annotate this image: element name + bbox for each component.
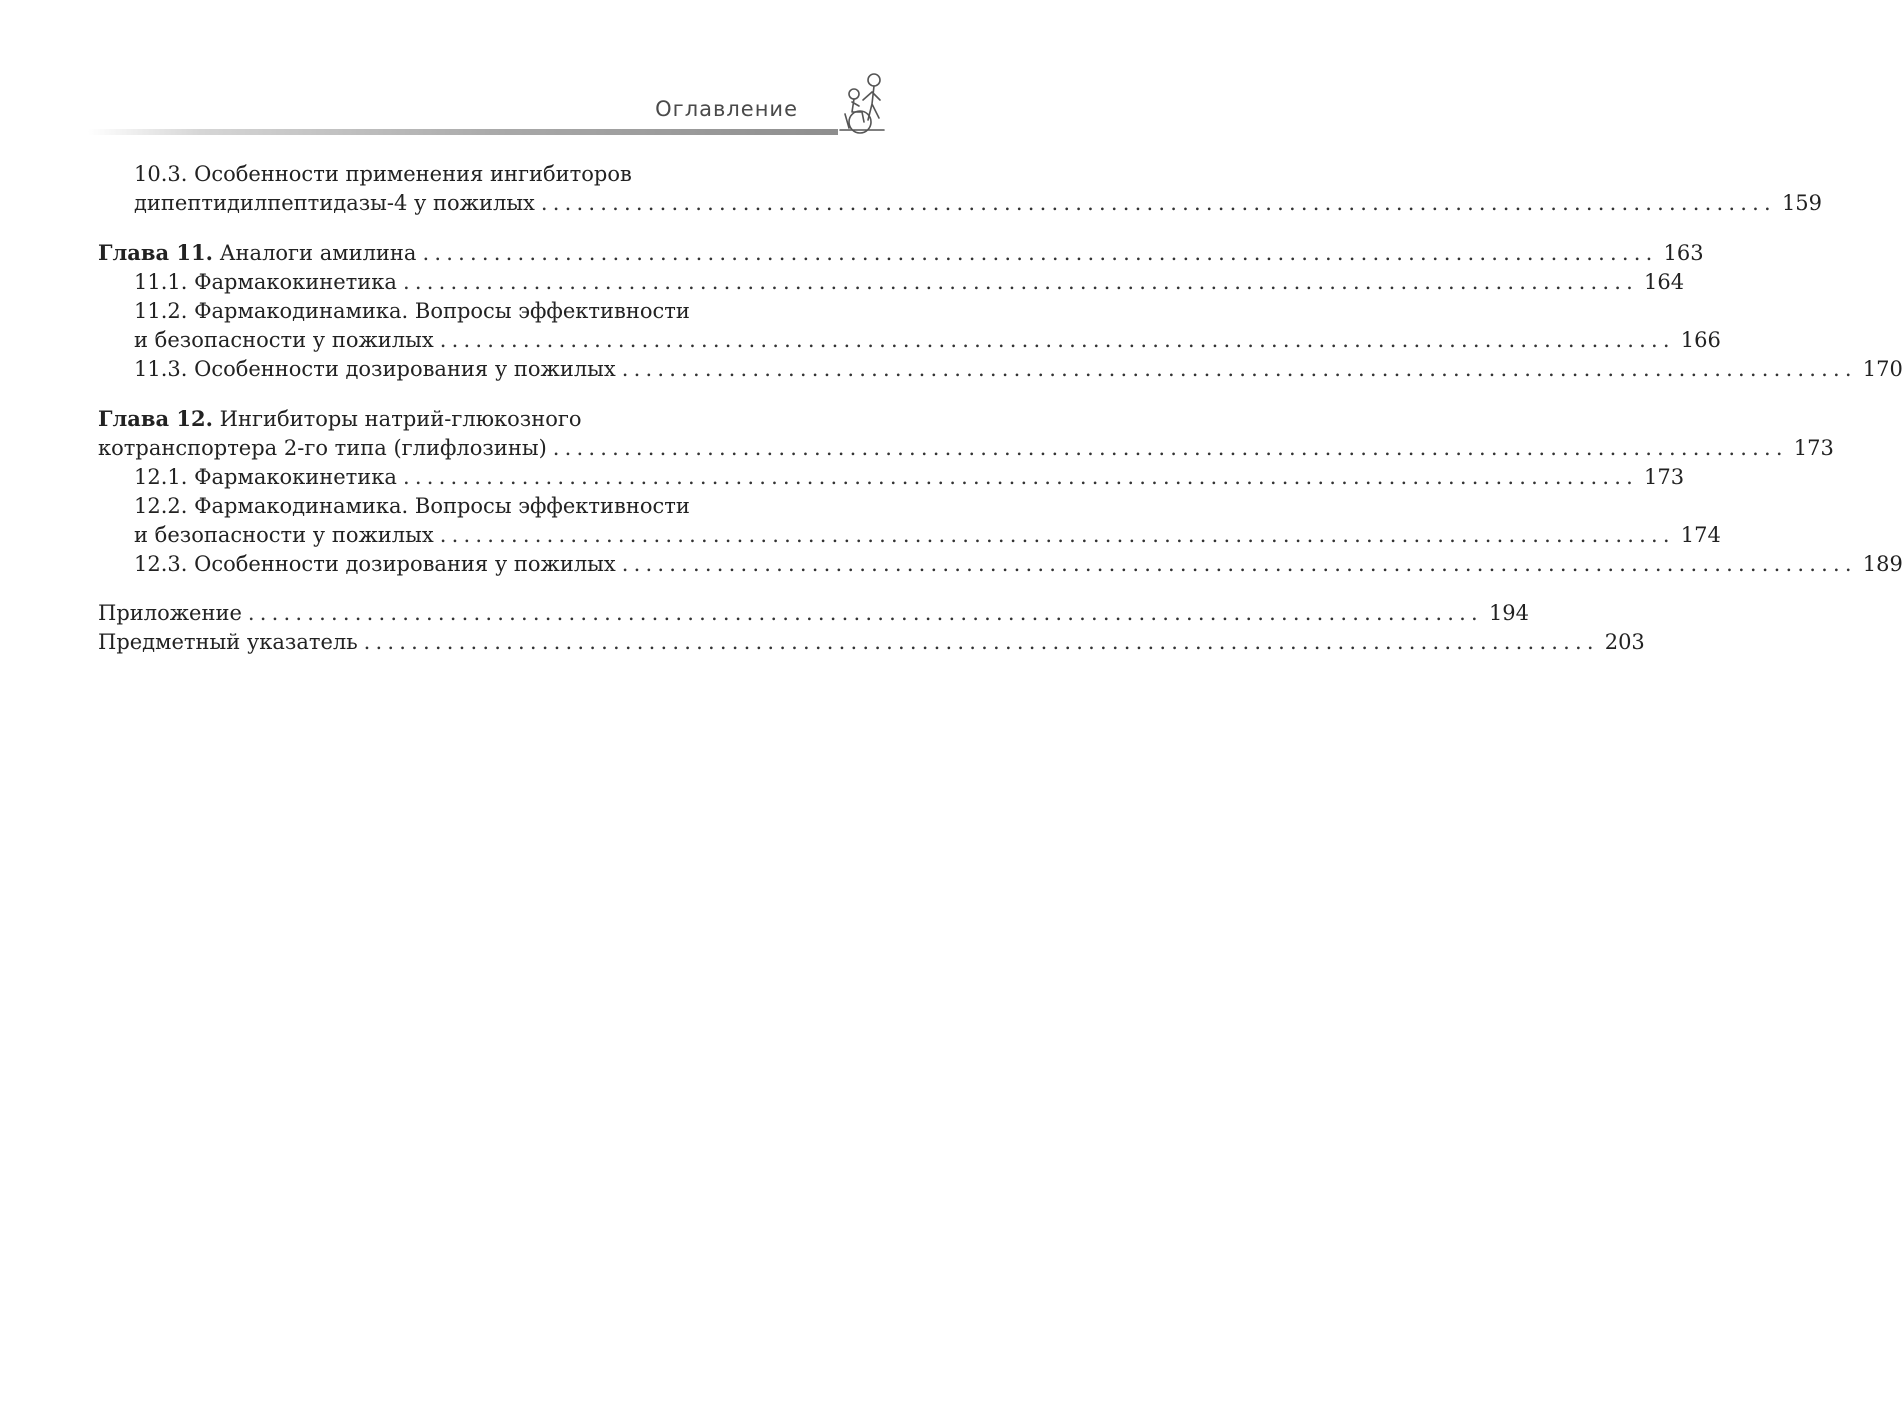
toc-chapter-11[interactable]	[98, 238, 1704, 268]
page-number: 163	[1663, 241, 1704, 265]
chapter-title: Аналоги амилина	[212, 241, 417, 265]
running-header-title: Оглавление	[655, 97, 798, 121]
toc-appendix[interactable]	[98, 599, 1530, 628]
page-number: 173	[1643, 465, 1685, 489]
leader-dots: ........................................................................................................	[621, 552, 1857, 576]
toc-entry-text: 12.3. Особенности дозирования у пожилых	[134, 552, 616, 576]
elderly-people-logo-icon	[832, 70, 892, 136]
chapter-title: Ингибиторы натрий-глюкозного	[212, 407, 582, 431]
toc-entry-12-2-line1: 12.2. Фармакодинамика. Вопросы эффективности	[134, 494, 690, 518]
chapter-label: Глава 11.	[98, 240, 213, 265]
page-number: 166	[1680, 328, 1721, 352]
toc-entry-10-3-line1: 10.3. Особенности применения ингибиторов	[134, 162, 632, 186]
toc-entry-10-3[interactable]	[98, 189, 1823, 218]
leader-dots: ........................................................................................................	[247, 601, 1483, 625]
toc-entry-12-3[interactable]	[98, 550, 1903, 579]
toc-entry-text: Приложение	[98, 601, 242, 625]
page-number: 173	[1793, 436, 1834, 460]
leader-dots: ........................................................................................................	[402, 465, 1638, 489]
leader-dots: ........................................................................................................	[422, 241, 1658, 265]
toc-entry-11-2-line1: 11.2. Фармакодинамика. Вопросы эффективности	[134, 299, 690, 323]
chapter-label: Глава 12.	[98, 406, 213, 431]
leader-dots: ........................................................................................................	[402, 270, 1638, 294]
page-number: 194	[1488, 601, 1530, 625]
toc-subject-index[interactable]	[98, 628, 1645, 657]
toc-entry-11-2[interactable]	[98, 326, 1721, 355]
leader-dots: ........................................................................................................	[363, 630, 1599, 654]
toc-entry-text	[98, 238, 416, 268]
toc-entry-12-1[interactable]	[98, 463, 1685, 492]
toc-entry-text: 12.1. Фармакокинетика	[134, 465, 397, 489]
page-number: 174	[1680, 523, 1721, 547]
toc-entry-text: 11.3. Особенности дозирования у пожилых	[134, 357, 616, 381]
header-rule	[88, 129, 838, 135]
leader-dots: ........................................................................................................	[552, 436, 1788, 460]
toc-entry-11-1[interactable]	[98, 268, 1685, 297]
toc-chapter-12[interactable]	[98, 434, 1834, 463]
page-number: 203	[1604, 630, 1645, 654]
toc-entry-text: 11.1. Фармакокинетика	[134, 270, 397, 294]
toc-entry-text: и безопасности у пожилых	[134, 328, 434, 352]
toc-chapter-12-line1	[98, 404, 890, 434]
running-header	[0, 70, 1000, 140]
page-number: 159	[1781, 191, 1823, 215]
leader-dots: ........................................................................................................	[621, 357, 1857, 381]
toc-entry-text: Предметный указатель	[98, 630, 358, 654]
page-number: 189	[1862, 552, 1903, 576]
toc-entry-11-3[interactable]	[98, 355, 1903, 384]
table-of-contents	[98, 160, 1903, 657]
toc-entry-text: котранспортера 2-го типа (глифлозины)	[98, 436, 547, 460]
toc-entry-12-2[interactable]	[98, 521, 1721, 550]
leader-dots: ........................................................................................................	[540, 191, 1776, 215]
page-number: 170	[1862, 357, 1903, 381]
toc-entry-text: дипептидилпептидазы-4 у пожилых	[134, 191, 535, 215]
leader-dots: ........................................................................................................	[439, 328, 1675, 352]
page-number: 164	[1643, 270, 1685, 294]
leader-dots: ........................................................................................................	[439, 523, 1675, 547]
toc-entry-text: и безопасности у пожилых	[134, 523, 434, 547]
